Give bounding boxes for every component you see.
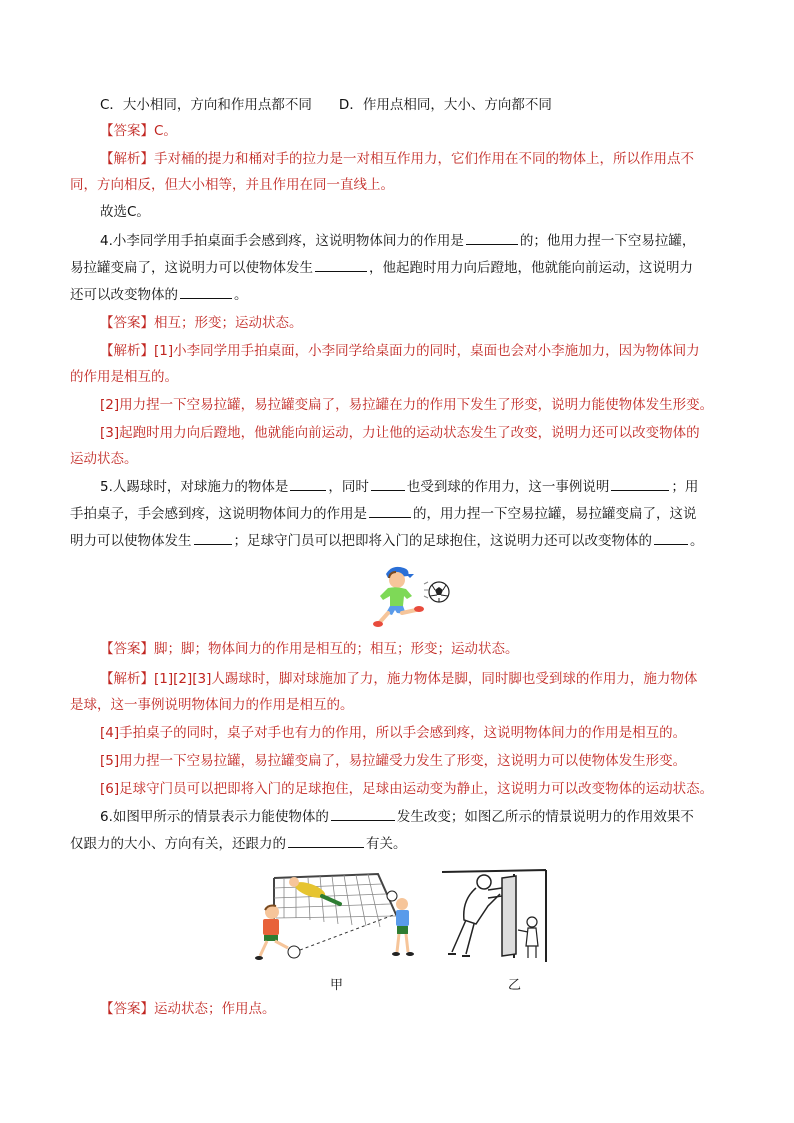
q3-options: C．大小相同，方向和作用点都不同 D．作用点相同，大小、方向都不同 (100, 97, 552, 113)
q4-analysis-2: [2]用力捏一下空易拉罐，易拉罐变扁了，易拉罐在力的作用下发生了形变，说明力能使物体发生形变。 (100, 397, 714, 413)
q3-choose: 故选C。 (100, 204, 150, 220)
q5-question-line1: 5.人踢球时，对球施力的物体是 ，同时 也受到球的作用力，这一事例说明 ；用 (70, 474, 726, 500)
q5-blank-4 (369, 503, 411, 518)
q3-analysis-line2: 同，方向相反，但大小相等，并且作用在同一直线上。 (70, 177, 394, 193)
q3-analysis-line1: 【解析】手对桶的提力和桶对手的拉力是一对相互作用力，它们作用在不同的物体上，所以作用点不 (100, 151, 694, 167)
q6-question-line1: 6.如图甲所示的情景表示力能使物体的 发生改变；如图乙所示的情景说明力的作用效果不 (70, 804, 726, 830)
q3-answer: 【答案】C。 (100, 123, 177, 139)
q4-analysis-3-line1: [3]起跑时用力向后蹬地，他就能向前运动，力让他的运动状态发生了改变，说明力还可以改变物体的 (100, 425, 700, 441)
door-push-scene-illustration (442, 866, 552, 966)
q4-question-line1: 4.小李同学用手拍桌面手会感到疼，这说明物体间力的作用是 的；他用力捏一下空易拉罐， (70, 228, 726, 254)
q5-analysis-6: [6]足球守门员可以把即将入门的足球抱住，足球由运动变为静止，这说明力可以改变物体的运动状态。 (100, 781, 714, 797)
caption-yi: 乙 (508, 978, 522, 993)
q4-analysis-3-line2: 运动状态。 (70, 451, 138, 467)
q5-blank-6 (654, 530, 688, 545)
q6-blank-2 (288, 833, 364, 848)
q5-question-line2: 手拍桌子，手会感到疼，这说明物体间力的作用是 的，用力捏一下空易拉罐，易拉罐变扁了，这说 (70, 501, 726, 527)
q5-blank-1 (290, 476, 326, 491)
q5-analysis-5: [5]用力捏一下空易拉罐，易拉罐变扁了，易拉罐受力发生了形变，这说明力可以使物体发生形变。 (100, 753, 687, 769)
q5-analysis-1-line2: 是球，这一事例说明物体间力的作用是相互的。 (70, 697, 354, 713)
q5-blank-5 (194, 530, 232, 545)
q4-blank-2 (315, 257, 367, 272)
soccer-goal-scene-illustration (250, 868, 430, 968)
q4-answer: 【答案】相互；形变；运动状态。 (100, 315, 303, 331)
q5-question-line3: 明力可以使物体发生 ；足球守门员可以把即将入门的足球抱住，这说明力还可以改变物体的 。 (70, 528, 726, 554)
q4-question-line2: 易拉罐变扁了，这说明力可以使物体发生 ，他起跑时用力向后蹬地，他就能向前运动，这说明力 (70, 255, 726, 281)
q5-analysis-1-line1: 【解析】[1][2][3]人踢球时，脚对球施加了力，施力物体是脚，同时脚也受到球的作用力，施力物体 (100, 671, 698, 687)
q5-analysis-4: [4]手拍桌子的同时，桌子对手也有力的作用，所以手会感到疼，这说明物体间力的作用是相互的。 (100, 725, 687, 741)
q6-blank-1 (331, 806, 395, 821)
q5-answer: 【答案】脚；脚；物体间力的作用是相互的；相互；形变；运动状态。 (100, 641, 519, 657)
q4-blank-1 (466, 230, 518, 245)
q4-analysis-1-line1: 【解析】[1]小李同学用手拍桌面，小李同学给桌面力的同时，桌面也会对小李施加力，因为物体间力 (100, 343, 700, 359)
q4-question-line3: 还可以改变物体的 。 (70, 282, 726, 308)
q6-question-line2: 仅跟力的大小、方向有关，还跟力的 有关。 (70, 831, 726, 857)
q5-blank-3 (611, 476, 669, 491)
q6-answer: 【答案】运动状态；作用点。 (100, 1001, 276, 1017)
boy-kicking-ball-illustration (366, 560, 456, 632)
caption-jia: 甲 (330, 978, 344, 993)
q4-analysis-1-line2: 的作用是相互的。 (70, 369, 178, 385)
q4-blank-3 (180, 284, 232, 299)
q5-blank-2 (371, 476, 405, 491)
